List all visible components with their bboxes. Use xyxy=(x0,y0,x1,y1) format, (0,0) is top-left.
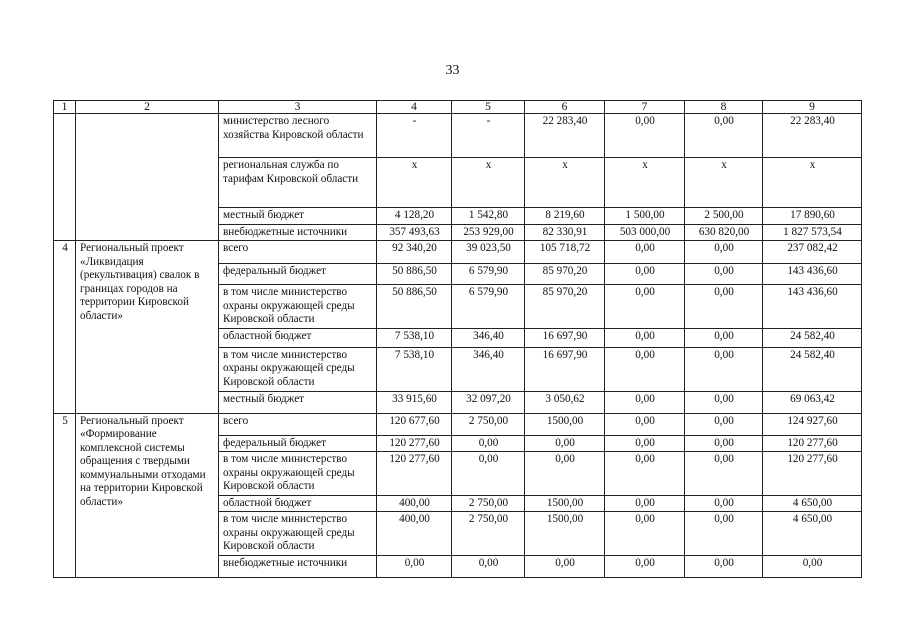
amount-cell: 105 718,72 xyxy=(525,241,605,264)
header-cell: 7 xyxy=(605,101,685,114)
table-row xyxy=(54,413,862,435)
amount-cell: 0,00 xyxy=(685,556,763,578)
header-cell: 9 xyxy=(763,101,862,114)
amount-cell: 0,00 xyxy=(685,435,763,452)
amount-cell: 16 697,90 xyxy=(525,328,605,347)
amount-cell: 50 886,50 xyxy=(377,285,452,329)
amount-cell: 24 582,40 xyxy=(763,328,862,347)
amount-cell: 0,00 xyxy=(452,556,525,578)
header-cell: 4 xyxy=(377,101,452,114)
amount-cell: х xyxy=(605,158,685,208)
amount-cell: 120 277,60 xyxy=(763,435,862,452)
amount-cell: 0,00 xyxy=(685,391,763,413)
amount-cell: х xyxy=(452,158,525,208)
table-body xyxy=(54,101,862,578)
funding-source: местный бюджет xyxy=(219,391,377,413)
amount-cell: 16 697,90 xyxy=(525,347,605,391)
page-number: 33 xyxy=(445,63,460,78)
funding-source: министерство лесного хозяйства Кировской области xyxy=(219,114,377,158)
funding-source: всего xyxy=(219,241,377,264)
amount-cell: 0,00 xyxy=(377,556,452,578)
amount-cell: 0,00 xyxy=(685,114,763,158)
amount-cell: 120 277,60 xyxy=(377,435,452,452)
project-name xyxy=(76,114,219,241)
amount-cell: 0,00 xyxy=(685,241,763,264)
amount-cell: 2 750,00 xyxy=(452,495,525,512)
funding-source: областной бюджет xyxy=(219,328,377,347)
project-name: Региональный проект «Ликвидация (рекультивация) свалок в границах городов на территории Кировской области» xyxy=(76,241,219,414)
header-cell: 3 xyxy=(219,101,377,114)
amount-cell: 0,00 xyxy=(685,452,763,496)
amount-cell: 22 283,40 xyxy=(525,114,605,158)
amount-cell: 1500,00 xyxy=(525,512,605,556)
amount-cell: 6 579,90 xyxy=(452,285,525,329)
amount-cell: х xyxy=(685,158,763,208)
amount-cell: 0,00 xyxy=(605,347,685,391)
amount-cell: 0,00 xyxy=(605,512,685,556)
amount-cell: 69 063,42 xyxy=(763,391,862,413)
amount-cell: 0,00 xyxy=(685,347,763,391)
amount-cell: х xyxy=(377,158,452,208)
amount-cell: 32 097,20 xyxy=(452,391,525,413)
amount-cell: 4 650,00 xyxy=(763,512,862,556)
amount-cell: 346,40 xyxy=(452,347,525,391)
row-number: 5 xyxy=(54,413,76,578)
amount-cell: 0,00 xyxy=(685,264,763,285)
amount-cell: 0,00 xyxy=(605,285,685,329)
header-cell: 2 xyxy=(76,101,219,114)
amount-cell: 0,00 xyxy=(685,328,763,347)
amount-cell: 0,00 xyxy=(605,264,685,285)
amount-cell: 357 493,63 xyxy=(377,224,452,241)
amount-cell: 120 277,60 xyxy=(763,452,862,496)
amount-cell: 22 283,40 xyxy=(763,114,862,158)
amount-cell: 92 340,20 xyxy=(377,241,452,264)
funding-source: в том числе министерство охраны окружающей среды Кировской области xyxy=(219,347,377,391)
funding-source: внебюджетные источники xyxy=(219,224,377,241)
amount-cell: 0,00 xyxy=(685,285,763,329)
amount-cell: 0,00 xyxy=(685,512,763,556)
header-row xyxy=(54,101,862,114)
budget-table xyxy=(53,100,862,578)
amount-cell: 237 082,42 xyxy=(763,241,862,264)
row-number: 4 xyxy=(54,241,76,414)
funding-source: внебюджетные источники xyxy=(219,556,377,578)
amount-cell: 8 219,60 xyxy=(525,208,605,225)
amount-cell: 400,00 xyxy=(377,512,452,556)
amount-cell: 33 915,60 xyxy=(377,391,452,413)
header-cell: 6 xyxy=(525,101,605,114)
amount-cell: 0,00 xyxy=(605,413,685,435)
amount-cell: 0,00 xyxy=(605,114,685,158)
amount-cell: 50 886,50 xyxy=(377,264,452,285)
amount-cell: - xyxy=(377,114,452,158)
amount-cell: 120 677,60 xyxy=(377,413,452,435)
amount-cell: 124 927,60 xyxy=(763,413,862,435)
amount-cell: х xyxy=(763,158,862,208)
amount-cell: 3 050,62 xyxy=(525,391,605,413)
amount-cell: 7 538,10 xyxy=(377,328,452,347)
funding-source: региональная служба по тарифам Кировской области xyxy=(219,158,377,208)
project-name: Региональный проект «Формирование комплексной системы обращения с твердыми коммунальными отходами на территории Кировской области» xyxy=(76,413,219,578)
funding-source: в том числе министерство охраны окружающей среды Кировской области xyxy=(219,512,377,556)
row-number xyxy=(54,114,76,241)
amount-cell: 0,00 xyxy=(605,435,685,452)
amount-cell: 0,00 xyxy=(763,556,862,578)
funding-source: федеральный бюджет xyxy=(219,264,377,285)
amount-cell: 24 582,40 xyxy=(763,347,862,391)
amount-cell: 17 890,60 xyxy=(763,208,862,225)
amount-cell: х xyxy=(525,158,605,208)
funding-source: местный бюджет xyxy=(219,208,377,225)
header-cell: 8 xyxy=(685,101,763,114)
amount-cell: 0,00 xyxy=(452,452,525,496)
amount-cell: 39 023,50 xyxy=(452,241,525,264)
amount-cell: 0,00 xyxy=(525,556,605,578)
amount-cell: 7 538,10 xyxy=(377,347,452,391)
amount-cell: 1500,00 xyxy=(525,413,605,435)
funding-source: в том числе министерство охраны окружающей среды Кировской области xyxy=(219,285,377,329)
header-cell: 5 xyxy=(452,101,525,114)
amount-cell: 346,40 xyxy=(452,328,525,347)
amount-cell: 0,00 xyxy=(452,435,525,452)
amount-cell: 0,00 xyxy=(525,452,605,496)
table-row xyxy=(54,241,862,264)
amount-cell: 1 542,80 xyxy=(452,208,525,225)
funding-source: в том числе министерство охраны окружающей среды Кировской области xyxy=(219,452,377,496)
amount-cell: 503 000,00 xyxy=(605,224,685,241)
amount-cell: 1500,00 xyxy=(525,495,605,512)
amount-cell: 0,00 xyxy=(605,241,685,264)
amount-cell: 4 650,00 xyxy=(763,495,862,512)
amount-cell: 82 330,91 xyxy=(525,224,605,241)
amount-cell: 0,00 xyxy=(685,495,763,512)
funding-source: областной бюджет xyxy=(219,495,377,512)
amount-cell: 2 750,00 xyxy=(452,512,525,556)
amount-cell: 2 500,00 xyxy=(685,208,763,225)
amount-cell: 85 970,20 xyxy=(525,264,605,285)
amount-cell: 6 579,90 xyxy=(452,264,525,285)
amount-cell: 0,00 xyxy=(685,413,763,435)
amount-cell: 0,00 xyxy=(605,556,685,578)
amount-cell: 85 970,20 xyxy=(525,285,605,329)
amount-cell: 0,00 xyxy=(605,495,685,512)
amount-cell: 0,00 xyxy=(605,391,685,413)
amount-cell: 120 277,60 xyxy=(377,452,452,496)
amount-cell: 143 436,60 xyxy=(763,264,862,285)
amount-cell: 0,00 xyxy=(605,328,685,347)
amount-cell: 1 827 573,54 xyxy=(763,224,862,241)
amount-cell: 630 820,00 xyxy=(685,224,763,241)
amount-cell: - xyxy=(452,114,525,158)
funding-source: федеральный бюджет xyxy=(219,435,377,452)
amount-cell: 0,00 xyxy=(605,452,685,496)
funding-source: всего xyxy=(219,413,377,435)
header-cell: 1 xyxy=(54,101,76,114)
amount-cell: 4 128,20 xyxy=(377,208,452,225)
amount-cell: 1 500,00 xyxy=(605,208,685,225)
table-row xyxy=(54,114,862,158)
amount-cell: 143 436,60 xyxy=(763,285,862,329)
amount-cell: 2 750,00 xyxy=(452,413,525,435)
amount-cell: 253 929,00 xyxy=(452,224,525,241)
amount-cell: 0,00 xyxy=(525,435,605,452)
amount-cell: 400,00 xyxy=(377,495,452,512)
